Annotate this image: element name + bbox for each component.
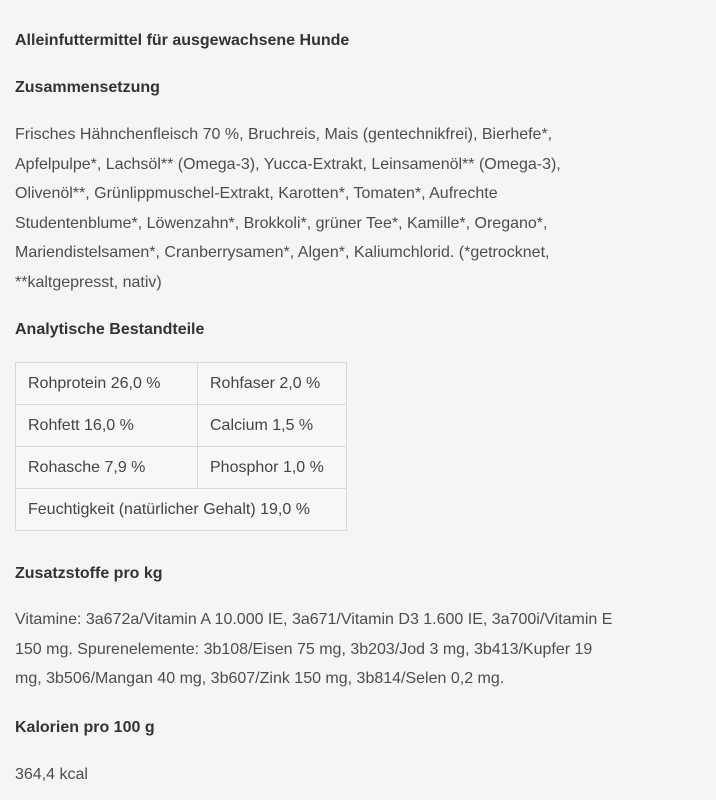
composition-line: Frisches Hähnchenfleisch 70 %, Bruchreis, Mais (gentechnikfrei), Bierhefe*, (15, 126, 553, 143)
product-title: Alleinfuttermittel für ausgewachsene Hunde (15, 32, 350, 49)
composition-line: Apfelpulpe*, Lachsöl** (Omega-3), Yucca-Extrakt, Leinsamenöl** (Omega-3), (15, 155, 561, 173)
analytics-heading: Analytische Bestandteile (15, 321, 205, 338)
table-cell: Rohprotein 26,0 % (16, 363, 198, 405)
composition-text (15, 120, 705, 297)
additives-text (15, 605, 705, 694)
composition-heading: Zusammensetzung (15, 79, 160, 96)
table-cell: Phosphor 1,0 % (198, 447, 347, 489)
calories-value: 364,4 kcal (15, 766, 88, 783)
additives-line: mg, 3b506/Mangan 40 mg, 3b607/Zink 150 mg, 3b814/Selen 0,2 mg. (15, 670, 505, 687)
table-row (16, 447, 347, 489)
composition-line: Studentenblume*, Löwenzahn*, Brokkoli*, grüner Tee*, Kamille*, Oregano*, (15, 214, 548, 232)
table-cell: Rohfaser 2,0 % (198, 363, 347, 405)
table-cell: Calcium 1,5 % (198, 405, 347, 447)
analytics-table (15, 362, 347, 531)
table-cell-full: Feuchtigkeit (natürlicher Gehalt) 19,0 % (16, 489, 347, 531)
calories-heading: Kalorien pro 100 g (15, 719, 155, 736)
additives-heading: Zusatzstoffe pro kg (15, 565, 163, 582)
composition-line: **kaltgepresst, nativ) (15, 273, 162, 291)
additives-line: Vitamine: 3a672a/Vitamin A 10.000 IE, 3a671/Vitamin D3 1.600 IE, 3a700i/Vitamin E (15, 611, 613, 628)
table-row (16, 363, 347, 405)
additives-line: 150 mg. Spurenelemente: 3b108/Eisen 75 mg, 3b203/Jod 3 mg, 3b413/Kupfer 19 (15, 640, 593, 658)
table-row (16, 405, 347, 447)
table-cell: Rohasche 7,9 % (16, 447, 198, 489)
table-row (16, 489, 347, 531)
table-cell: Rohfett 16,0 % (16, 405, 198, 447)
composition-line: Mariendistelsamen*, Cranberrysamen*, Algen*, Kaliumchlorid. (*getrocknet, (15, 244, 550, 261)
composition-line: Olivenöl**, Grünlippmuschel-Extrakt, Karotten*, Tomaten*, Aufrechte (15, 185, 498, 202)
